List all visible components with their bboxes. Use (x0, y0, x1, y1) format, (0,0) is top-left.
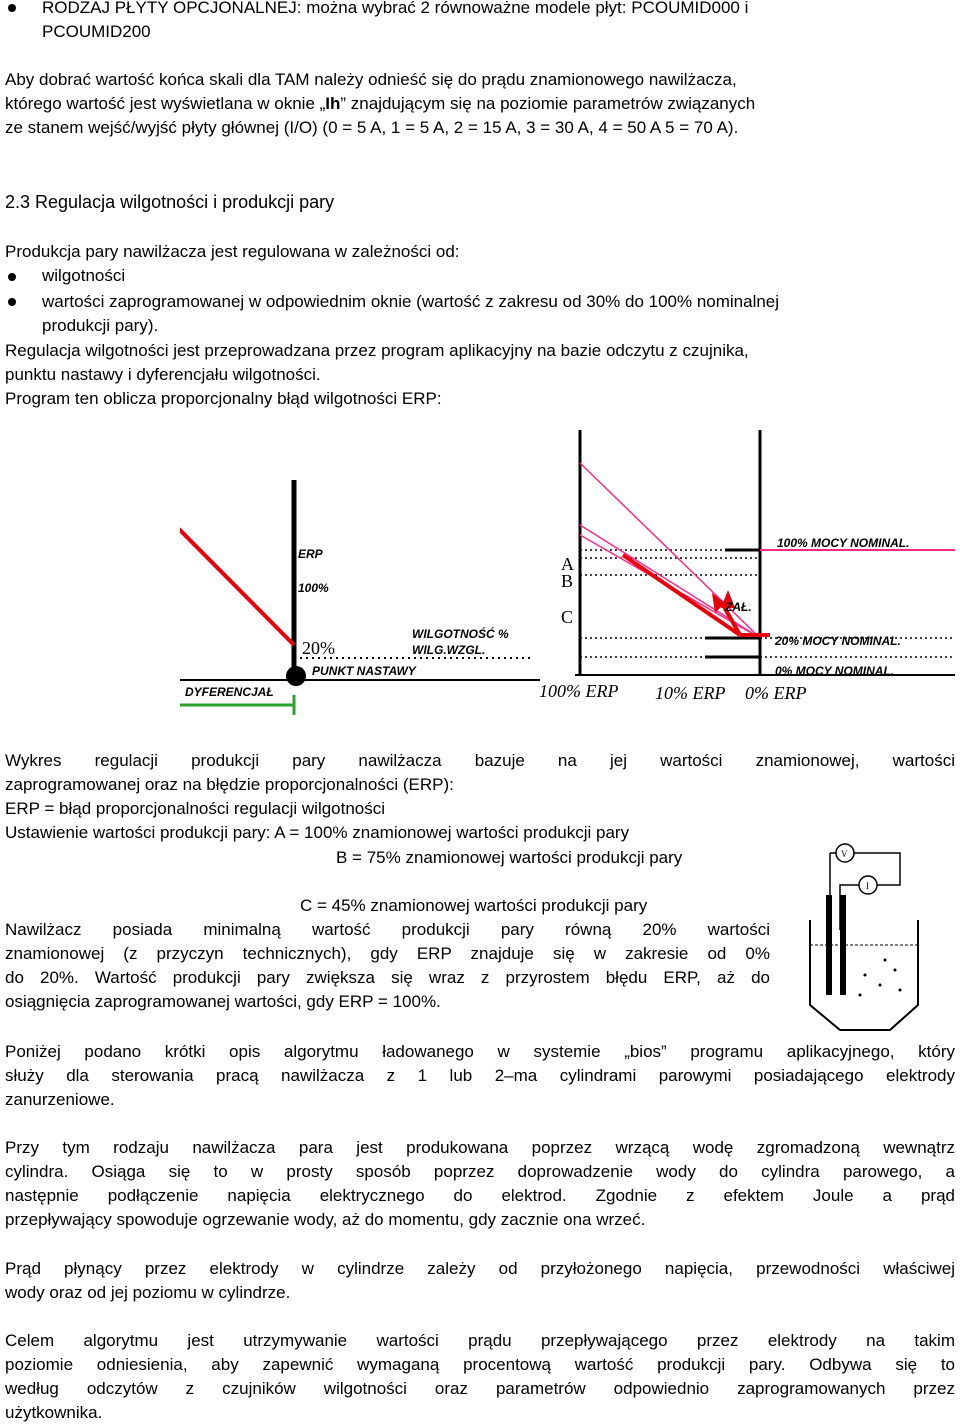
svg-text:I: I (866, 881, 869, 891)
label-a: A (561, 554, 574, 574)
paragraph-bios: Poniżej podano krótki opis algorytmu ładowanego w systemie „bios” programu aplikacyjnego, który służy dla sterowania pracą nawilżacza z 1 lub 2–ma cylindrami parowymi posiadającego elektrody zanurzeniowe. (5, 1042, 955, 1109)
bullet-humidity: wilgotności (42, 266, 126, 285)
setpoint-label: PUNKT NASTAWY (312, 664, 416, 678)
paragraph-algorithm: Celem algorytmu jest utrzymywanie wartości prądu przepływającego przez elektrody na takim poziomie odniesienia, aby zapewnić wymaganą procentową wartość produkcji pary. Odbywa się to według odczytów z czujników wilgotności oraz parametrów odpowiednio zaprogramowanych przez użytkownika. (5, 1331, 955, 1422)
erp-label: ERP (298, 547, 323, 561)
setpoint-dot (286, 666, 306, 686)
differential-label: DYFERENCJAŁ (185, 685, 274, 699)
paragraph-regulation: Regulacja wilgotności jest przeprowadzana przez program aplikacyjny na bazie odczytu z czujnika, punktu nastawy i dyferencjału wilgotności. (5, 341, 749, 384)
paragraph-current: Prąd płynący przez elektrody w cylindrze zależy od przyłożonego napięcia, przewodności właściwej wody oraz od jej poziomu w cylindrze. (5, 1259, 955, 1302)
bullet-icon (8, 273, 16, 281)
setting-b: B = 75% znamionowej wartości produkcji pary (336, 848, 683, 867)
steam-production-diagram (535, 425, 960, 710)
label-b: B (561, 571, 574, 591)
label-0-nominal: 0% MOCY NOMINAL. (775, 664, 895, 678)
erp-definition: ERP = błąd proporcjonalności regulacji wilgotności (5, 799, 386, 818)
label-0-erp: 0% ERP (745, 683, 807, 703)
bullet-icon (8, 4, 16, 12)
cylinder-illustration (800, 835, 935, 1035)
label-20: 20% (302, 638, 335, 658)
bullet-text: RODZAJ PŁYTY OPCJONALNEJ: można wybrać 2 równoważne modele płyt: PCOUMID000 i PCOUMID200 (42, 0, 749, 41)
section-heading: 2.3 Regulacja wilgotności i produkcji pary (5, 192, 335, 212)
bullet-programmed: wartości zaprogramowanej w odpowiednim oknie (wartość z zakresu od 30% do 100% nominalnej produkcji pary). (42, 292, 780, 335)
label-100-erp: 100% ERP (539, 681, 619, 701)
label-100-nominal: 100% MOCY NOMINAL. (777, 536, 910, 550)
humidity-label-1: WILGOTNOŚĆ % (412, 627, 509, 641)
humidity-regulation-diagram (180, 470, 560, 725)
svg-text:V: V (841, 849, 848, 859)
erp-line (180, 510, 294, 645)
bullet-icon (8, 298, 16, 306)
label-100: 100% (298, 581, 329, 595)
paragraph-minimum: Nawilżacz posiada minimalną wartość produkcji pary równą 20% wartości znamionowej (z przyczyn technicznych), gdy ERP znajduje się w zakresie od 0% do 20%. Wartość produkcji pary zwiększa się wraz z przyrostem błędu ERP, aż do osiągnięcia zaprogramowanej wartości, gdy ERP = 100%. (5, 920, 770, 1011)
label-zal: ZAŁ. (725, 600, 752, 614)
setting-a: Ustawienie wartości produkcji pary: A = 100% znamionowej wartości produkcji pary (5, 823, 630, 842)
humidity-label-2: WILG.WZGL. (412, 643, 486, 657)
label-20-nominal: 20% MOCY NOMINAL. (775, 634, 901, 648)
paragraph-scale: Aby dobrać wartość końca skali dla TAM należy odnieść się do prądu znamionowego nawilżacza, którego wartość jest wyświetlana w oknie „Ih” znajdującym się na poziomie parametrów związanych ze stanem wejść/wyjść płyty głównej (I/O) (0 = 5 A, 1 = 5 A, 2 = 15 A, 3 = 30 A, 4 = 50 A 5 = 70 A). (5, 70, 756, 137)
paragraph-chart-desc: Wykres regulacji produkcji pary nawilżacza bazuje na jej wartości znamionowej, wartości zaprogramowanej oraz na błędzie proporcjonalności (ERP): (5, 751, 955, 794)
paragraph-cylinder: Przy tym rodzaju nawilżacza para jest produkowana poprzez wrzącą wodę zgromadzoną wewnątrz cylindra. Osiąga się to w prosty sposób poprzez doprowadzenie wody do cylindra parowego, a następnie podłączenie napięcia elektrycznego do elektrod. Zgodnie z efektem Joule a prąd przepływający spowoduje ogrzewanie wody, aż do momentu, gdy zacznie ona wrzeć. (5, 1138, 955, 1229)
label-10-erp: 10% ERP (655, 683, 726, 703)
regulation-line (623, 555, 740, 635)
setting-c: C = 45% znamionowej wartości produkcji pary (300, 896, 648, 915)
section-intro: Produkcja pary nawilżacza jest regulowana w zależności od: (5, 242, 460, 261)
label-c: C (561, 607, 574, 627)
paragraph-program: Program ten oblicza proporcjonalny błąd wilgotności ERP: (5, 389, 442, 408)
